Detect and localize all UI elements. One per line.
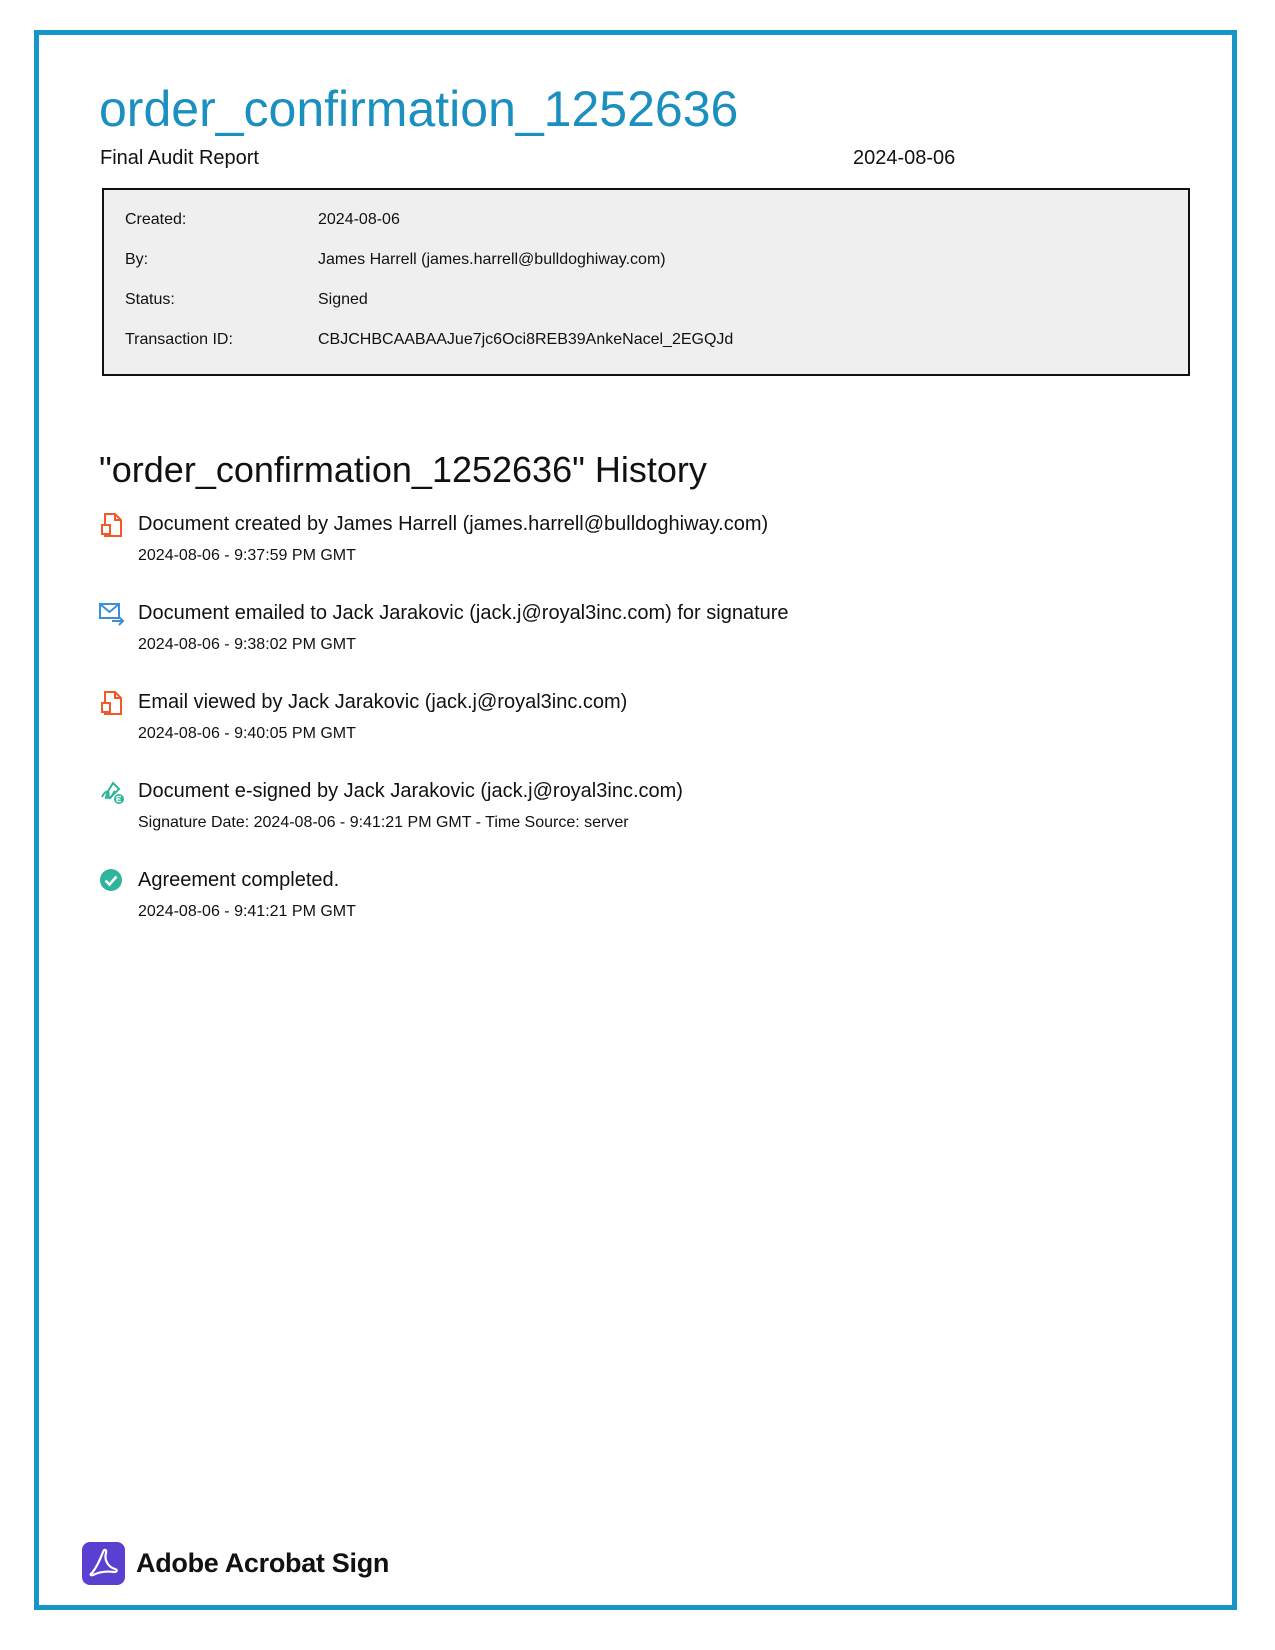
document-viewed-icon [99,690,125,716]
brand-name: Adobe Acrobat Sign [136,1548,390,1578]
history-event [99,690,1149,760]
email-sent-icon [99,601,125,627]
summary-box [102,188,1190,376]
event-timestamp: Signature Date: 2024-08-06 - 9:41:21 PM GMT - Time Source: server [138,814,629,831]
by-value: James Harrell (james.harrell@bulldoghiway.com) [318,251,666,268]
brand-footer [82,1542,402,1586]
check-circle-icon [99,868,125,894]
document-title: order_confirmation_1252636 [99,81,739,137]
event-timestamp: 2024-08-06 - 9:37:59 PM GMT [138,547,356,564]
history-heading: "order_confirmation_1252636" History [99,449,707,490]
history-event [99,512,1149,582]
report-subtitle: Final Audit Report [100,147,259,169]
event-timestamp: 2024-08-06 - 9:38:02 PM GMT [138,636,356,653]
history-event [99,601,1149,671]
event-description: Agreement completed. [138,869,340,891]
document-created-icon [99,512,125,538]
history-event [99,868,1149,938]
e-sign-icon [99,779,125,805]
transaction-value: CBJCHBCAABAAJue7jc6Oci8REB39AnkeNacel_2EGQJd [318,331,734,348]
by-label: By: [125,251,149,268]
status-value: Signed [318,291,368,308]
history-event [99,779,1149,849]
event-description: Document created by James Harrell (james.harrell@bulldoghiway.com) [138,513,769,535]
event-description: Email viewed by Jack Jarakovic (jack.j@royal3inc.com) [138,691,628,713]
acrobat-logo-icon [82,1542,125,1585]
status-label: Status: [125,291,175,308]
event-timestamp: 2024-08-06 - 9:41:21 PM GMT [138,903,356,920]
transaction-label: Transaction ID: [125,331,233,348]
created-label: Created: [125,211,187,228]
event-description: Document e-signed by Jack Jarakovic (jack.j@royal3inc.com) [138,780,683,802]
event-timestamp: 2024-08-06 - 9:40:05 PM GMT [138,725,356,742]
created-value: 2024-08-06 [318,211,400,228]
event-description: Document emailed to Jack Jarakovic (jack.j@royal3inc.com) for signature [138,602,789,624]
report-date: 2024-08-06 [853,147,956,169]
